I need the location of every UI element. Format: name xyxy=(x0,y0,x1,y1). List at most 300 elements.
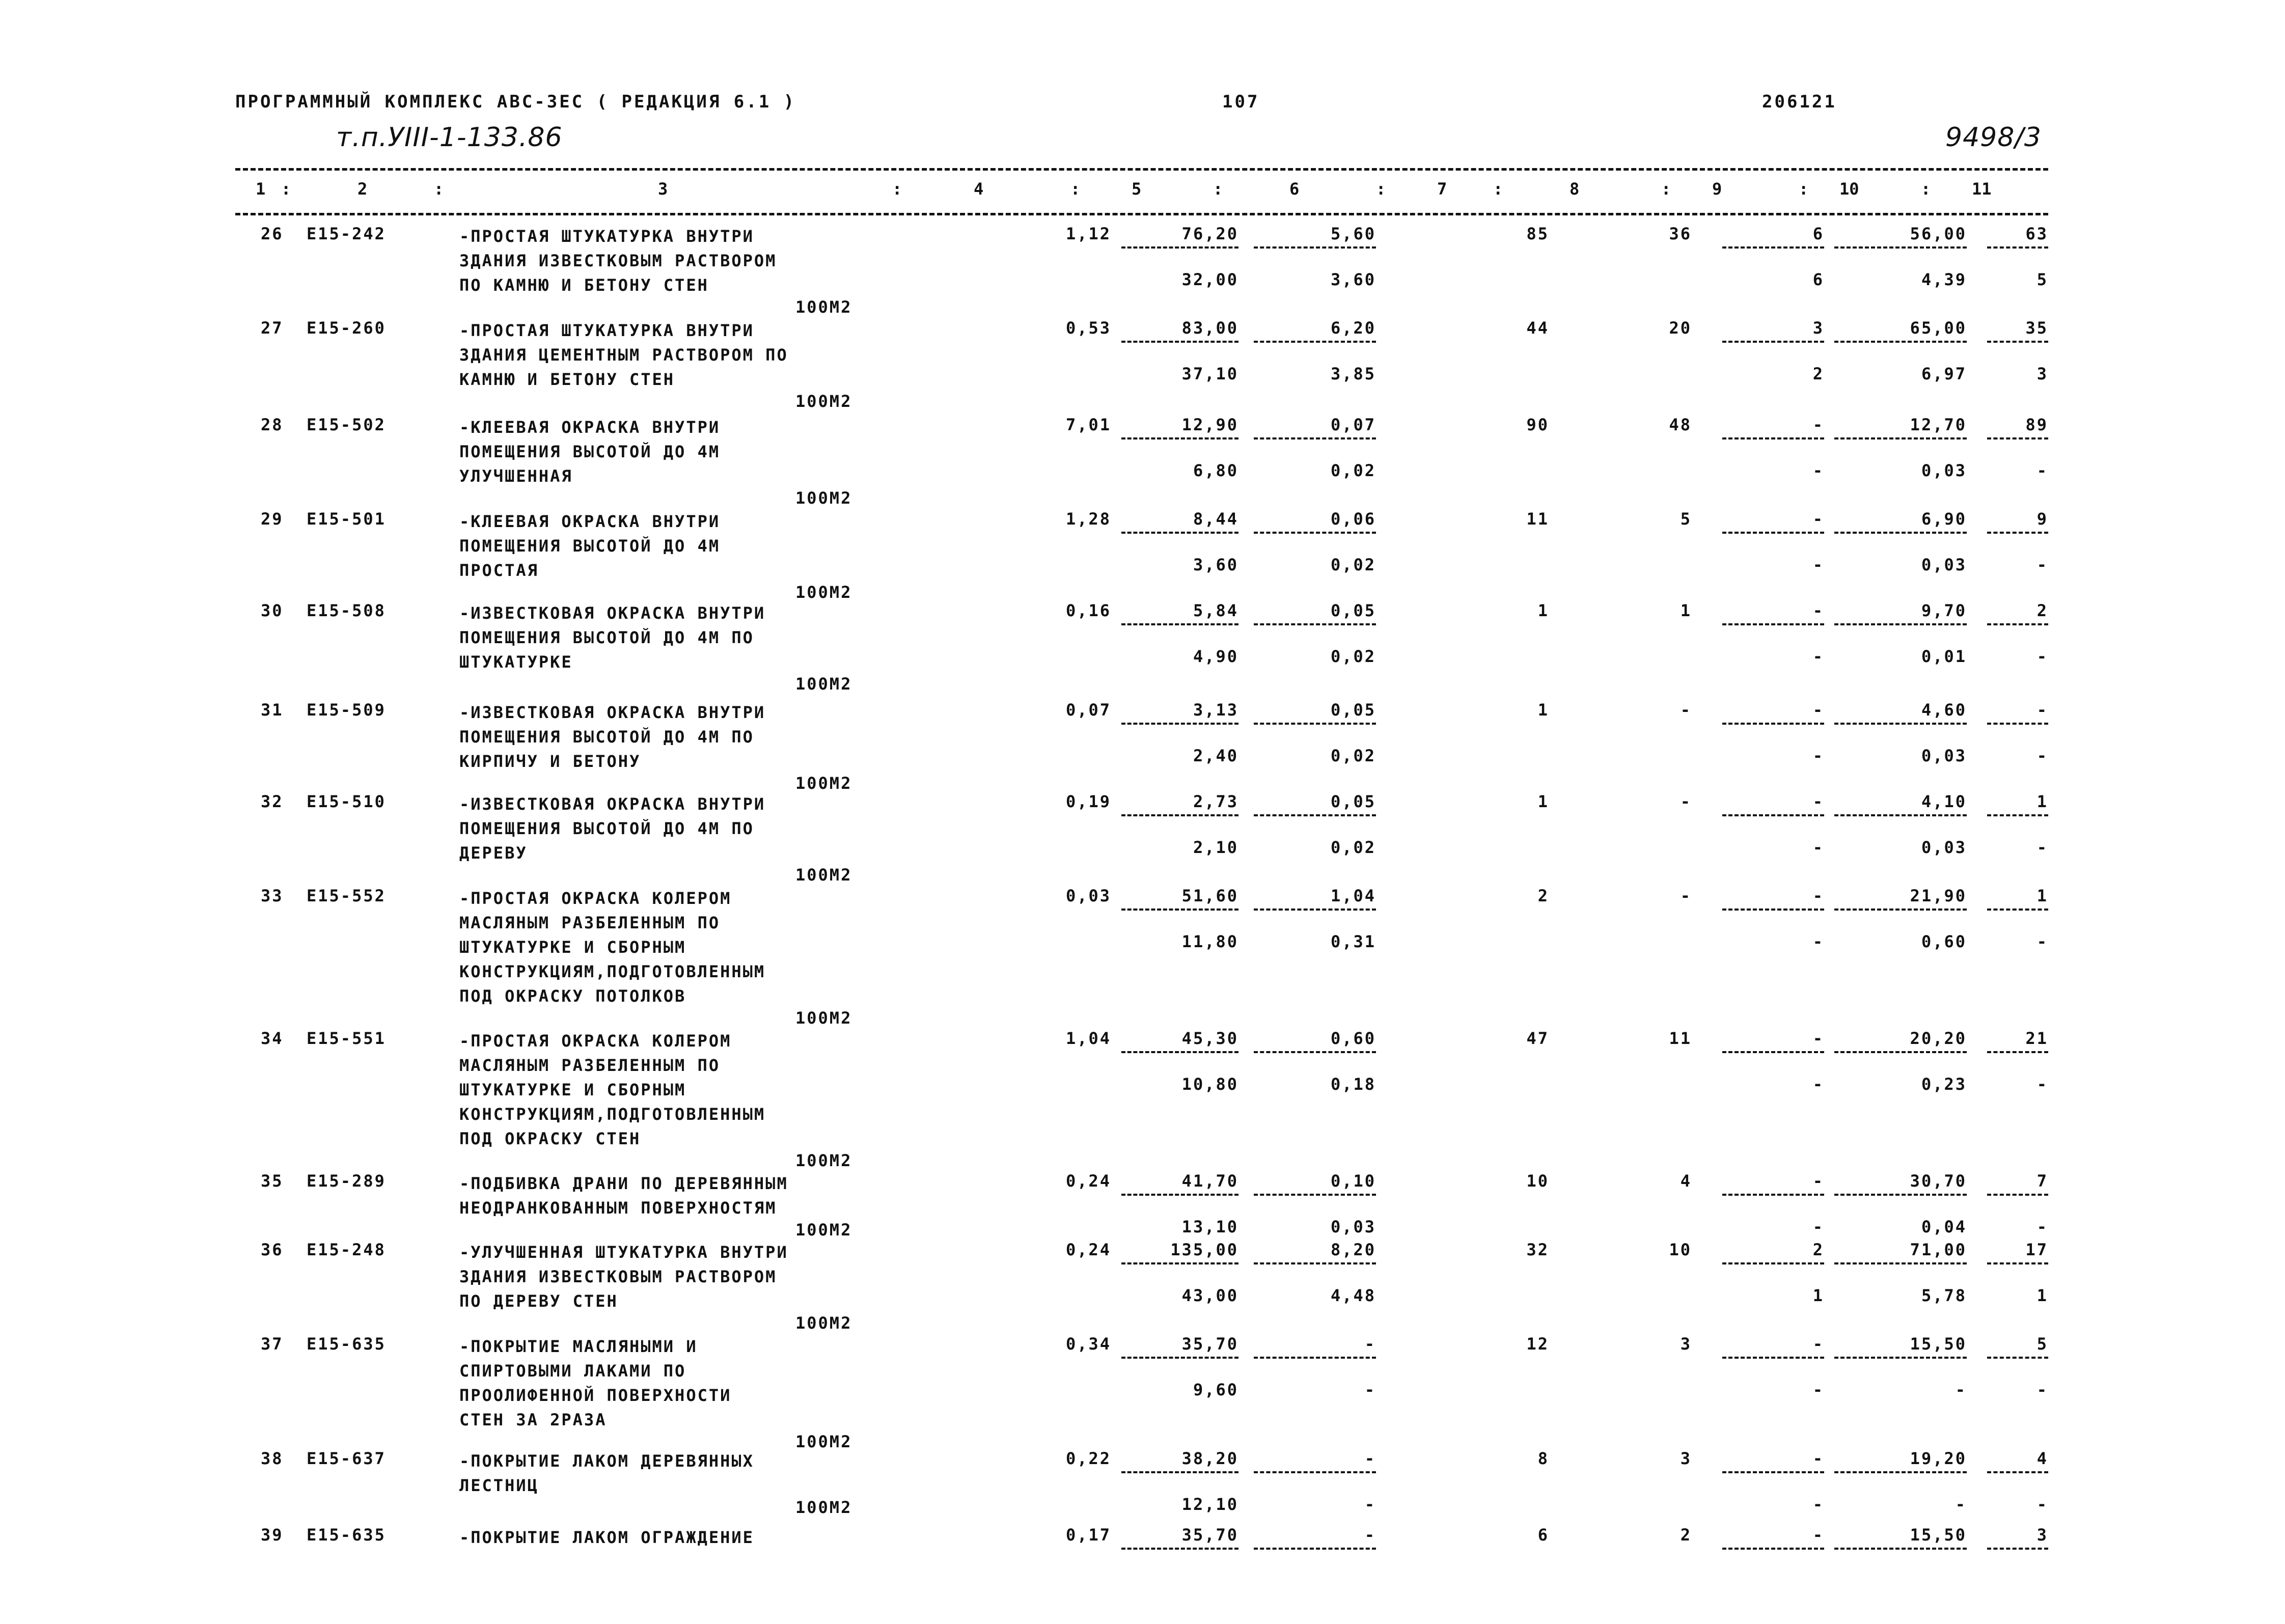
machinist-labor-unit: 5,78 xyxy=(1921,1286,1967,1305)
labor-unit: 6,90 xyxy=(1921,509,1967,529)
sub-rule xyxy=(1987,1194,2048,1196)
machinist-labor-total: - xyxy=(2036,461,2048,480)
labor-unit: 21,90 xyxy=(1910,886,1967,905)
unit-cost-machines: 0,07 xyxy=(1330,415,1376,434)
sub-rule xyxy=(1254,532,1376,534)
sub-rule xyxy=(1254,341,1376,343)
unit-cost-total: 76,20 xyxy=(1181,224,1238,243)
machines-total: - xyxy=(1812,886,1824,905)
sub-rule xyxy=(1121,1194,1238,1196)
unit-wages: 9,60 xyxy=(1193,1380,1238,1399)
wages-total: 2 xyxy=(1680,1525,1692,1545)
labor-total: 21 xyxy=(2025,1029,2048,1048)
machine-wages-total: - xyxy=(1812,1495,1824,1514)
work-description: -ПРОСТАЯ ОКРАСКА КОЛЕРОМ МАСЛЯНЫМ РАЗБЕЛЕННЫМ ПО ШТУКАТУРКЕ И СБОРНЫМ КОНСТРУКЦИЯМ,ПОДГОТОВЛЕННЫМ ПОД ОКРАСКУ ПОТОЛКОВ xyxy=(459,889,766,1006)
sub-rule xyxy=(1254,246,1376,249)
machine-wages-total: - xyxy=(1812,1217,1824,1236)
labor-total: 17 xyxy=(2025,1240,2048,1259)
quantity: 0,24 xyxy=(1065,1240,1111,1259)
quantity: 0,19 xyxy=(1065,792,1111,811)
total-cost: 1 xyxy=(1537,601,1549,620)
unit-machine-wages: 0,18 xyxy=(1330,1075,1376,1094)
sub-rule xyxy=(1121,1051,1238,1053)
labor-total: 89 xyxy=(2025,415,2048,434)
unit-cost-total: 2,73 xyxy=(1193,792,1238,811)
labor-unit: 71,00 xyxy=(1910,1240,1967,1259)
unit-wages: 4,90 xyxy=(1193,647,1238,666)
total-cost: 44 xyxy=(1526,318,1549,338)
quantity: 1,28 xyxy=(1065,509,1111,529)
labor-unit: 15,50 xyxy=(1910,1334,1967,1354)
unit-of-measure: 100М2 xyxy=(795,1432,852,1451)
machines-total: - xyxy=(1812,1334,1824,1354)
sub-rule xyxy=(1987,1051,2048,1053)
quantity: 0,53 xyxy=(1065,318,1111,338)
sub-rule xyxy=(1722,437,1824,439)
unit-cost-machines: 0,05 xyxy=(1330,700,1376,720)
rate-code: Е15-508 xyxy=(307,601,386,620)
wages-total: - xyxy=(1680,700,1692,720)
work-description: -ПОДБИВКА ДРАНИ ПО ДЕРЕВЯННЫМ НЕОДРАНКОВАННЫМ ПОВЕРХНОСТЯМ xyxy=(459,1174,788,1218)
unit-of-measure: 100М2 xyxy=(795,674,852,694)
labor-unit: 4,10 xyxy=(1921,792,1967,811)
unit-machine-wages: 0,02 xyxy=(1330,838,1376,857)
unit-of-measure: 100М2 xyxy=(795,488,852,508)
unit-wages: 2,40 xyxy=(1193,746,1238,765)
sub-rule xyxy=(1834,532,1967,534)
machinist-labor-unit: 0,23 xyxy=(1921,1075,1967,1094)
labor-unit: 19,20 xyxy=(1910,1449,1967,1468)
sub-rule xyxy=(1834,1194,1967,1196)
column-number: : xyxy=(1493,179,1503,199)
quantity: 0,22 xyxy=(1065,1449,1111,1468)
row-number: 39 xyxy=(261,1525,284,1545)
sub-rule xyxy=(1722,909,1824,911)
sub-rule xyxy=(1987,1357,2048,1359)
quantity: 0,16 xyxy=(1065,601,1111,620)
unit-wages: 13,10 xyxy=(1181,1217,1238,1236)
machinist-labor-total: 5 xyxy=(2036,270,2048,289)
machines-total: 3 xyxy=(1812,318,1824,338)
wages-total: 10 xyxy=(1669,1240,1692,1259)
machine-wages-total: - xyxy=(1812,647,1824,666)
column-number: : xyxy=(1661,179,1671,199)
unit-of-measure: 100М2 xyxy=(795,1498,852,1517)
row-number: 32 xyxy=(261,792,284,811)
unit-wages: 2,10 xyxy=(1193,838,1238,857)
sub-rule xyxy=(1834,1548,1967,1550)
machine-wages-total: - xyxy=(1812,1380,1824,1399)
program-header: ПРОГРАММНЫЙ КОМПЛЕКС АВС-ЗЕС ( РЕДАКЦИЯ 6.1 ) xyxy=(235,92,796,112)
unit-machine-wages: 0,03 xyxy=(1330,1217,1376,1236)
rate-code: Е15-501 xyxy=(307,509,386,529)
project-handwritten: т.п.УIII-1-133.86 xyxy=(336,122,563,153)
top-rule xyxy=(235,168,2048,171)
column-number: 7 xyxy=(1437,179,1447,199)
labor-total: 1 xyxy=(2036,886,2048,905)
total-cost: 2 xyxy=(1537,886,1549,905)
rate-code: Е15-551 xyxy=(307,1029,386,1048)
labor-total: 3 xyxy=(2036,1525,2048,1545)
work-description: -ПРОСТАЯ ШТУКАТУРКА ВНУТРИ ЗДАНИЯ ИЗВЕСТКОВЫМ РАСТВОРОМ ПО КАМНЮ И БЕТОНУ СТЕН xyxy=(459,227,777,295)
rate-code: Е15-509 xyxy=(307,700,386,720)
labor-unit: 12,70 xyxy=(1910,415,1967,434)
wages-total: - xyxy=(1680,792,1692,811)
machinist-labor-unit: 6,97 xyxy=(1921,364,1967,383)
unit-machine-wages: 0,31 xyxy=(1330,932,1376,951)
rate-code: Е15-510 xyxy=(307,792,386,811)
sub-rule xyxy=(1254,623,1376,625)
machinist-labor-total: - xyxy=(2036,1217,2048,1236)
machines-total: - xyxy=(1812,792,1824,811)
work-description: -КЛЕЕВАЯ ОКРАСКА ВНУТРИ ПОМЕЩЕНИЯ ВЫСОТОЙ ДО 4М УЛУЧШЕННАЯ xyxy=(459,418,721,486)
unit-of-measure: 100М2 xyxy=(795,1313,852,1333)
total-cost: 90 xyxy=(1526,415,1549,434)
sub-rule xyxy=(1121,623,1238,625)
row-number: 38 xyxy=(261,1449,284,1468)
machines-total: - xyxy=(1812,700,1824,720)
sub-rule xyxy=(1121,246,1238,249)
rate-code: Е15-635 xyxy=(307,1334,386,1354)
sub-rule xyxy=(1834,623,1967,625)
unit-cost-machines: 0,60 xyxy=(1330,1029,1376,1048)
column-number: 2 xyxy=(357,179,368,199)
sub-rule xyxy=(1834,723,1967,725)
machinist-labor-unit: 0,60 xyxy=(1921,932,1967,951)
machines-total: - xyxy=(1812,509,1824,529)
wages-total: 3 xyxy=(1680,1334,1692,1354)
sub-rule xyxy=(1834,246,1967,249)
work-description: -УЛУЧШЕННАЯ ШТУКАТУРКА ВНУТРИ ЗДАНИЯ ИЗВЕСТКОВЫМ РАСТВОРОМ ПО ДЕРЕВУ СТЕН xyxy=(459,1243,788,1311)
unit-wages: 32,00 xyxy=(1181,270,1238,289)
machine-wages-total: 2 xyxy=(1812,364,1824,383)
rate-code: Е15-289 xyxy=(307,1171,386,1191)
unit-of-measure: 100М2 xyxy=(795,1008,852,1028)
work-description: -ИЗВЕСТКОВАЯ ОКРАСКА ВНУТРИ ПОМЕЩЕНИЯ ВЫСОТОЙ ДО 4М ПО КИРПИЧУ И БЕТОНУ xyxy=(459,703,766,771)
unit-machine-wages: 0,02 xyxy=(1330,647,1376,666)
machinist-labor-total: - xyxy=(2036,838,2048,857)
machine-wages-total: 1 xyxy=(1812,1286,1824,1305)
column-number: 1 xyxy=(256,179,266,199)
rate-code: Е15-635 xyxy=(307,1525,386,1545)
total-cost: 11 xyxy=(1526,509,1549,529)
total-cost: 12 xyxy=(1526,1334,1549,1354)
rate-code: Е15-637 xyxy=(307,1449,386,1468)
unit-of-measure: 100М2 xyxy=(795,583,852,602)
machine-wages-total: - xyxy=(1812,1075,1824,1094)
sub-rule xyxy=(1722,1471,1824,1473)
sub-rule xyxy=(1834,1357,1967,1359)
sub-rule xyxy=(1722,1194,1824,1196)
machinist-labor-unit: 0,03 xyxy=(1921,555,1967,574)
labor-unit: 30,70 xyxy=(1910,1171,1967,1191)
wages-total: 5 xyxy=(1680,509,1692,529)
rate-code: Е15-260 xyxy=(307,318,386,338)
sub-rule xyxy=(1722,723,1824,725)
unit-machine-wages: 0,02 xyxy=(1330,555,1376,574)
sub-rule xyxy=(1254,814,1376,816)
sub-rule xyxy=(1834,1262,1967,1264)
machine-wages-total: - xyxy=(1812,838,1824,857)
work-description: -ПРОСТАЯ ОКРАСКА КОЛЕРОМ МАСЛЯНЫМ РАЗБЕЛЕННЫМ ПО ШТУКАТУРКЕ И СБОРНЫМ КОНСТРУКЦИЯМ,ПОДГОТОВЛЕННЫМ ПОД ОКРАСКУ СТЕН xyxy=(459,1031,766,1148)
header-rule xyxy=(235,213,2048,215)
unit-wages: 12,10 xyxy=(1181,1495,1238,1514)
sub-rule xyxy=(1121,1262,1238,1264)
machinist-labor-unit: 0,03 xyxy=(1921,838,1967,857)
sub-rule xyxy=(1834,341,1967,343)
machines-total: 2 xyxy=(1812,1240,1824,1259)
column-number: 3 xyxy=(658,179,668,199)
sub-rule xyxy=(1722,1051,1824,1053)
unit-cost-machines: 1,04 xyxy=(1330,886,1376,905)
sub-rule xyxy=(1121,909,1238,911)
total-cost: 8 xyxy=(1537,1449,1549,1468)
machinist-labor-unit: 4,39 xyxy=(1921,270,1967,289)
sub-rule xyxy=(1722,1262,1824,1264)
unit-cost-machines: 0,05 xyxy=(1330,792,1376,811)
quantity: 7,01 xyxy=(1065,415,1111,434)
unit-cost-total: 3,13 xyxy=(1193,700,1238,720)
wages-total: 20 xyxy=(1669,318,1692,338)
machine-wages-total: - xyxy=(1812,932,1824,951)
quantity: 0,17 xyxy=(1065,1525,1111,1545)
wages-total: 4 xyxy=(1680,1171,1692,1191)
column-number: : xyxy=(281,179,291,199)
column-number: : xyxy=(892,179,902,199)
sheet-number-handwritten: 9498/3 xyxy=(1945,122,2042,153)
labor-unit: 20,20 xyxy=(1910,1029,1967,1048)
unit-of-measure: 100М2 xyxy=(795,1220,852,1240)
row-number: 35 xyxy=(261,1171,284,1191)
row-number: 33 xyxy=(261,886,284,905)
sub-rule xyxy=(1722,341,1824,343)
total-cost: 1 xyxy=(1537,792,1549,811)
unit-cost-machines: - xyxy=(1364,1334,1376,1354)
sub-rule xyxy=(1834,1471,1967,1473)
unit-of-measure: 100М2 xyxy=(795,392,852,411)
quantity: 1,04 xyxy=(1065,1029,1111,1048)
labor-unit: 9,70 xyxy=(1921,601,1967,620)
work-description: -ПОКРЫТИЕ МАСЛЯНЫМИ И СПИРТОВЫМИ ЛАКАМИ ПО ПРООЛИФЕННОЙ ПОВЕРХНОСТИ СТЕН ЗА 2РАЗА xyxy=(459,1337,732,1429)
labor-total: 35 xyxy=(2025,318,2048,338)
labor-unit: 4,60 xyxy=(1921,700,1967,720)
labor-total: 9 xyxy=(2036,509,2048,529)
machine-wages-total: 6 xyxy=(1812,270,1824,289)
sub-rule xyxy=(1987,341,2048,343)
total-cost: 6 xyxy=(1537,1525,1549,1545)
column-number: : xyxy=(1799,179,1809,199)
unit-cost-machines: 0,06 xyxy=(1330,509,1376,529)
unit-wages: 3,60 xyxy=(1193,555,1238,574)
sub-rule xyxy=(1834,909,1967,911)
labor-unit: 56,00 xyxy=(1910,224,1967,243)
quantity: 0,34 xyxy=(1065,1334,1111,1354)
unit-cost-total: 45,30 xyxy=(1181,1029,1238,1048)
unit-wages: 37,10 xyxy=(1181,364,1238,383)
row-number: 29 xyxy=(261,509,284,529)
column-number: 10 xyxy=(1839,179,1859,199)
labor-unit: 15,50 xyxy=(1910,1525,1967,1545)
row-number: 31 xyxy=(261,700,284,720)
unit-cost-machines: - xyxy=(1364,1525,1376,1545)
machinist-labor-unit: 0,03 xyxy=(1921,461,1967,480)
unit-cost-machines: 0,05 xyxy=(1330,601,1376,620)
unit-cost-machines: 6,20 xyxy=(1330,318,1376,338)
row-number: 28 xyxy=(261,415,284,434)
sub-rule xyxy=(1987,437,2048,439)
sub-rule xyxy=(1254,909,1376,911)
unit-cost-total: 51,60 xyxy=(1181,886,1238,905)
machines-total: - xyxy=(1812,601,1824,620)
column-number: 4 xyxy=(974,179,984,199)
wages-total: - xyxy=(1680,886,1692,905)
column-number: 6 xyxy=(1289,179,1300,199)
unit-cost-total: 83,00 xyxy=(1181,318,1238,338)
machinist-labor-total: 1 xyxy=(2036,1286,2048,1305)
unit-cost-total: 5,84 xyxy=(1193,601,1238,620)
row-number: 36 xyxy=(261,1240,284,1259)
sub-rule xyxy=(1254,723,1376,725)
unit-cost-machines: - xyxy=(1364,1449,1376,1468)
labor-total: 7 xyxy=(2036,1171,2048,1191)
sub-rule xyxy=(1121,1471,1238,1473)
sub-rule xyxy=(1254,1357,1376,1359)
column-number-row xyxy=(235,179,2048,205)
machinist-labor-unit: 0,01 xyxy=(1921,647,1967,666)
sub-rule xyxy=(1987,1548,2048,1550)
sub-rule xyxy=(1254,1194,1376,1196)
quantity: 0,07 xyxy=(1065,700,1111,720)
unit-of-measure: 100М2 xyxy=(795,865,852,885)
sub-rule xyxy=(1121,1548,1238,1550)
sub-rule xyxy=(1254,1471,1376,1473)
total-cost: 1 xyxy=(1537,700,1549,720)
machine-wages-total: - xyxy=(1812,555,1824,574)
unit-machine-wages: 3,85 xyxy=(1330,364,1376,383)
column-number: 5 xyxy=(1132,179,1142,199)
page-number: 107 xyxy=(1222,92,1260,112)
unit-cost-machines: 8,20 xyxy=(1330,1240,1376,1259)
unit-cost-total: 135,00 xyxy=(1170,1240,1238,1259)
labor-total: 1 xyxy=(2036,792,2048,811)
machinist-labor-total: - xyxy=(2036,555,2048,574)
wages-total: 1 xyxy=(1680,601,1692,620)
sub-rule xyxy=(1987,723,2048,725)
unit-cost-total: 41,70 xyxy=(1181,1171,1238,1191)
sub-rule xyxy=(1987,1262,2048,1264)
unit-cost-total: 35,70 xyxy=(1181,1334,1238,1354)
machines-total: 6 xyxy=(1812,224,1824,243)
machinist-labor-unit: - xyxy=(1955,1495,1967,1514)
unit-machine-wages: 0,02 xyxy=(1330,746,1376,765)
machinist-labor-total: - xyxy=(2036,1495,2048,1514)
column-number: : xyxy=(1070,179,1081,199)
labor-total: 63 xyxy=(2025,224,2048,243)
sub-rule xyxy=(1121,814,1238,816)
unit-cost-total: 35,70 xyxy=(1181,1525,1238,1545)
machinist-labor-unit: 0,03 xyxy=(1921,746,1967,765)
row-number: 27 xyxy=(261,318,284,338)
machinist-labor-total: - xyxy=(2036,932,2048,951)
column-number: 9 xyxy=(1712,179,1722,199)
sub-rule xyxy=(1121,532,1238,534)
row-number: 34 xyxy=(261,1029,284,1048)
unit-of-measure: 100М2 xyxy=(795,297,852,317)
machinist-labor-total: - xyxy=(2036,1075,2048,1094)
sub-rule xyxy=(1834,814,1967,816)
total-cost: 32 xyxy=(1526,1240,1549,1259)
column-number: : xyxy=(1213,179,1223,199)
unit-wages: 43,00 xyxy=(1181,1286,1238,1305)
machines-total: - xyxy=(1812,1171,1824,1191)
sub-rule xyxy=(1722,246,1824,249)
total-cost: 85 xyxy=(1526,224,1549,243)
unit-wages: 6,80 xyxy=(1193,461,1238,480)
sub-rule xyxy=(1121,341,1238,343)
sub-rule xyxy=(1722,1548,1824,1550)
unit-machine-wages: 4,48 xyxy=(1330,1286,1376,1305)
unit-cost-total: 8,44 xyxy=(1193,509,1238,529)
unit-machine-wages: - xyxy=(1364,1380,1376,1399)
machinist-labor-unit: - xyxy=(1955,1380,1967,1399)
machines-total: - xyxy=(1812,415,1824,434)
work-description: -КЛЕЕВАЯ ОКРАСКА ВНУТРИ ПОМЕЩЕНИЯ ВЫСОТОЙ ДО 4М ПРОСТАЯ xyxy=(459,512,721,580)
machinist-labor-total: 3 xyxy=(2036,364,2048,383)
sub-rule xyxy=(1722,814,1824,816)
unit-cost-machines: 5,60 xyxy=(1330,224,1376,243)
work-description: -ПРОСТАЯ ШТУКАТУРКА ВНУТРИ ЗДАНИЯ ЦЕМЕНТНЫМ РАСТВОРОМ ПО КАМНЮ И БЕТОНУ СТЕН xyxy=(459,321,788,389)
unit-cost-total: 38,20 xyxy=(1181,1449,1238,1468)
quantity: 0,24 xyxy=(1065,1171,1111,1191)
labor-total: 4 xyxy=(2036,1449,2048,1468)
unit-wages: 11,80 xyxy=(1181,932,1238,951)
work-description: -ИЗВЕСТКОВАЯ ОКРАСКА ВНУТРИ ПОМЕЩЕНИЯ ВЫСОТОЙ ДО 4М ПО ДЕРЕВУ xyxy=(459,794,766,863)
sub-rule xyxy=(1121,437,1238,439)
machinist-labor-total: - xyxy=(2036,1380,2048,1399)
unit-machine-wages: 3,60 xyxy=(1330,270,1376,289)
column-number: : xyxy=(434,179,444,199)
row-number: 30 xyxy=(261,601,284,620)
wages-total: 11 xyxy=(1669,1029,1692,1048)
sub-rule xyxy=(1121,1357,1238,1359)
unit-of-measure: 100М2 xyxy=(795,1151,852,1170)
unit-wages: 10,80 xyxy=(1181,1075,1238,1094)
row-number: 26 xyxy=(261,224,284,243)
unit-machine-wages: - xyxy=(1364,1495,1376,1514)
rate-code: Е15-552 xyxy=(307,886,386,905)
machines-total: - xyxy=(1812,1029,1824,1048)
unit-of-measure: 100М2 xyxy=(795,774,852,793)
wages-total: 3 xyxy=(1680,1449,1692,1468)
sub-rule xyxy=(1834,1051,1967,1053)
sub-rule xyxy=(1254,1548,1376,1550)
sub-rule xyxy=(1722,532,1824,534)
document-code: 206121 xyxy=(1762,92,1837,112)
sub-rule xyxy=(1254,1262,1376,1264)
quantity: 0,03 xyxy=(1065,886,1111,905)
sub-rule xyxy=(1987,532,2048,534)
column-number: 8 xyxy=(1570,179,1580,199)
sub-rule xyxy=(1834,437,1967,439)
total-cost: 47 xyxy=(1526,1029,1549,1048)
row-number: 37 xyxy=(261,1334,284,1354)
rate-code: Е15-248 xyxy=(307,1240,386,1259)
work-description: -ПОКРЫТИЕ ЛАКОМ ОГРАЖДЕНИЕ xyxy=(459,1528,754,1547)
machine-wages-total: - xyxy=(1812,461,1824,480)
column-number: : xyxy=(1376,179,1386,199)
labor-unit: 65,00 xyxy=(1910,318,1967,338)
machines-total: - xyxy=(1812,1449,1824,1468)
